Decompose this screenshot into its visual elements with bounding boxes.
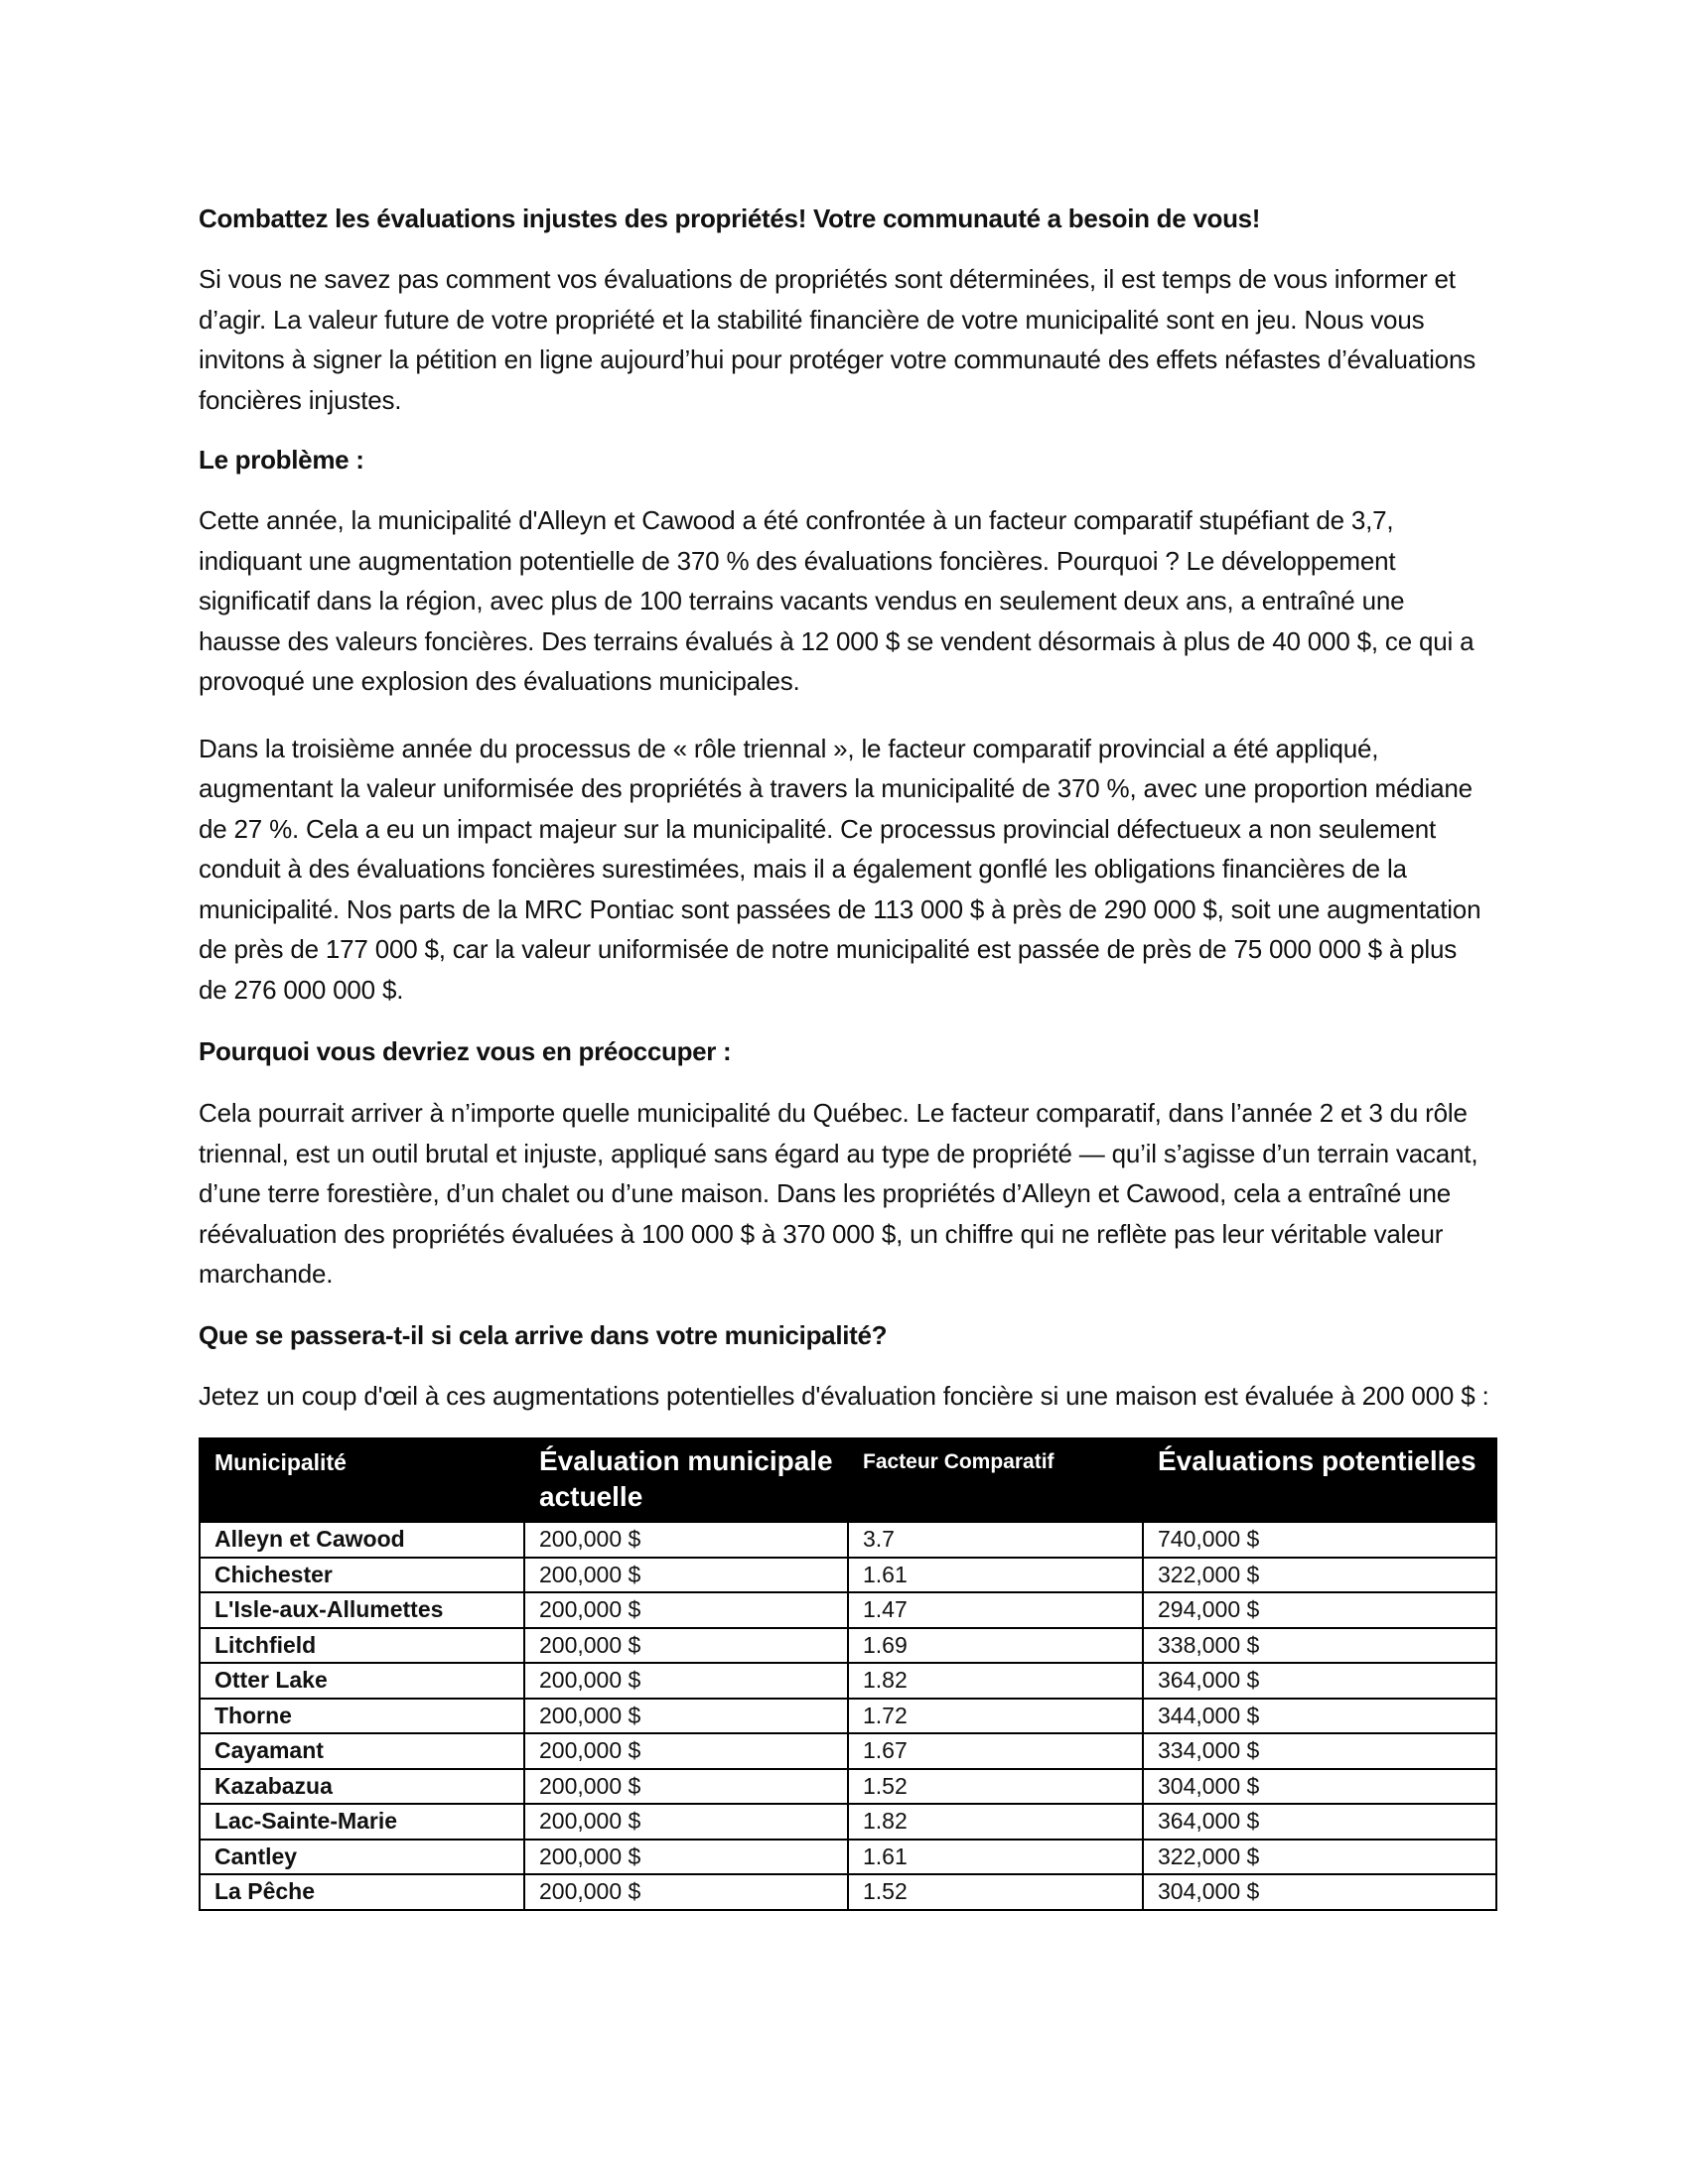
- cell-potentielle: 364,000 $: [1143, 1804, 1496, 1840]
- cell-facteur: 1.52: [848, 1769, 1143, 1805]
- cell-evaluation: 200,000 $: [524, 1522, 848, 1558]
- cell-potentielle: 304,000 $: [1143, 1874, 1496, 1910]
- page-title: Combattez les évaluations injustes des propriétés! Votre communauté a besoin de vous!: [199, 204, 1261, 233]
- table-row: [200, 1558, 1496, 1593]
- cell-facteur: 1.67: [848, 1733, 1143, 1769]
- header-evaluations-potentielles: Évaluations potentielles: [1143, 1438, 1496, 1522]
- cell-potentielle: 294,000 $: [1143, 1592, 1496, 1628]
- what-heading: Que se passera-t-il si cela arrive dans votre municipalité?: [199, 1319, 888, 1350]
- intro-paragraph: Si vous ne savez pas comment vos évaluations de propriétés sont déterminées, il est temps de vous informer et d’agir. La valeur future de votre propriété et la stabilité financière de votre municipalité sont en jeu. Nous vous invitons à signer la pétition en ligne aujourd’hui pour protéger votre communauté des effets néfastes d’évaluations foncières injustes.: [199, 264, 1477, 415]
- cell-facteur: 1.82: [848, 1663, 1143, 1699]
- cell-municipalite: Cayamant: [200, 1733, 524, 1769]
- cell-evaluation: 200,000 $: [524, 1628, 848, 1664]
- cell-potentielle: 364,000 $: [1143, 1663, 1496, 1699]
- header-facteur-comparatif: Facteur Comparatif: [848, 1438, 1143, 1522]
- cell-evaluation: 200,000 $: [524, 1874, 848, 1910]
- cell-evaluation: 200,000 $: [524, 1840, 848, 1875]
- cell-municipalite: L'Isle-aux-Allumettes: [200, 1592, 524, 1628]
- cell-potentielle: 338,000 $: [1143, 1628, 1496, 1664]
- cell-potentielle: 304,000 $: [1143, 1769, 1496, 1805]
- table-row: [200, 1874, 1496, 1910]
- cell-facteur: 1.47: [848, 1592, 1143, 1628]
- cell-evaluation: 200,000 $: [524, 1769, 848, 1805]
- table-row: [200, 1522, 1496, 1558]
- problem-heading: Le problème :: [199, 445, 364, 475]
- table-row: [200, 1592, 1496, 1628]
- cell-evaluation: 200,000 $: [524, 1733, 848, 1769]
- cell-facteur: 1.52: [848, 1874, 1143, 1910]
- cell-potentielle: 334,000 $: [1143, 1733, 1496, 1769]
- cell-facteur: 1.61: [848, 1840, 1143, 1875]
- cell-facteur: 1.82: [848, 1804, 1143, 1840]
- cell-potentielle: 740,000 $: [1143, 1522, 1496, 1558]
- table-row: [200, 1628, 1496, 1664]
- cell-municipalite: Alleyn et Cawood: [200, 1522, 524, 1558]
- cell-municipalite: Cantley: [200, 1840, 524, 1875]
- cell-municipalite: La Pêche: [200, 1874, 524, 1910]
- header-evaluation-actuelle: Évaluation municipale actuelle: [524, 1438, 848, 1522]
- table-row: [200, 1699, 1496, 1734]
- cell-facteur: 1.69: [848, 1628, 1143, 1664]
- cell-municipalite: Kazabazua: [200, 1769, 524, 1805]
- cell-municipalite: Lac-Sainte-Marie: [200, 1804, 524, 1840]
- table-row: [200, 1840, 1496, 1875]
- cell-facteur: 1.61: [848, 1558, 1143, 1593]
- cell-potentielle: 344,000 $: [1143, 1699, 1496, 1734]
- problem-paragraph-1: Cette année, la municipalité d'Alleyn et Cawood a été confrontée à un facteur comparatif stupéfiant de 3,7, indiquant une augmentation potentielle de 370 % des évaluations foncières. Pourquoi ? Le développement significatif dans la région, avec plus de 100 terrains vacants vendus en seulement deux ans, a entraîné une hausse des valeurs foncières. Des terrains évalués à 12 000 $ se vendent désormais à plus de 40 000 $, ce qui a provoqué une explosion des évaluations municipales.: [199, 505, 1475, 696]
- cell-evaluation: 200,000 $: [524, 1699, 848, 1734]
- table-row: [200, 1733, 1496, 1769]
- cell-evaluation: 200,000 $: [524, 1592, 848, 1628]
- document-page: [199, 199, 1489, 1911]
- cell-evaluation: 200,000 $: [524, 1558, 848, 1593]
- table-row: [200, 1804, 1496, 1840]
- problem-paragraph-2: Dans la troisième année du processus de « rôle triennal », le facteur comparatif provincial a été appliqué, augmentant la valeur uniformisée des propriétés à travers la municipalité de 370 %, avec une proportion médiane de 27 %. Cela a eu un impact majeur sur la municipalité. Ce processus provincial défectueux a non seulement conduit à des évaluations foncières surestimées, mais il a également gonflé les obligations financières de la municipalité. Nos parts de la MRC Pontiac sont passées de 113 000 $ à près de 290 000 $, soit une augmentation de près de 177 000 $, car la valeur uniformisée de notre municipalité est passée de près de 75 000 000 $ à plus de 276 000 000 $.: [199, 733, 1481, 1005]
- cell-evaluation: 200,000 $: [524, 1663, 848, 1699]
- cell-facteur: 3.7: [848, 1522, 1143, 1558]
- cell-potentielle: 322,000 $: [1143, 1840, 1496, 1875]
- table-header-row: [200, 1438, 1496, 1522]
- cell-facteur: 1.72: [848, 1699, 1143, 1734]
- cell-municipalite: Chichester: [200, 1558, 524, 1593]
- table-row: [200, 1769, 1496, 1805]
- why-heading: Pourquoi vous devriez vous en préoccuper :: [199, 1036, 732, 1066]
- header-municipalite: Municipalité: [200, 1438, 524, 1522]
- cell-municipalite: Thorne: [200, 1699, 524, 1734]
- cell-municipalite: Otter Lake: [200, 1663, 524, 1699]
- cell-municipalite: Litchfield: [200, 1628, 524, 1664]
- cell-evaluation: 200,000 $: [524, 1804, 848, 1840]
- why-paragraph: Cela pourrait arriver à n’importe quelle municipalité du Québec. Le facteur comparatif, dans l’année 2 et 3 du rôle triennal, est un outil brutal et injuste, appliqué sans égard au type de propriété — qu’il s’agisse d’un terrain vacant, d’une terre forestière, d’un chalet ou d’une maison. Dans les propriétés d’Alleyn et Cawood, cela a entraîné une réévaluation des propriétés évaluées à 100 000 $ à 370 000 $, un chiffre qui ne reflète pas leur véritable valeur marchande.: [199, 1098, 1478, 1289]
- table-row: [200, 1663, 1496, 1699]
- cell-potentielle: 322,000 $: [1143, 1558, 1496, 1593]
- what-paragraph: Jetez un coup d'œil à ces augmentations potentielles d'évaluation foncière si une maison est évaluée à 200 000 $ :: [199, 1380, 1489, 1411]
- evaluation-table: [199, 1437, 1497, 1911]
